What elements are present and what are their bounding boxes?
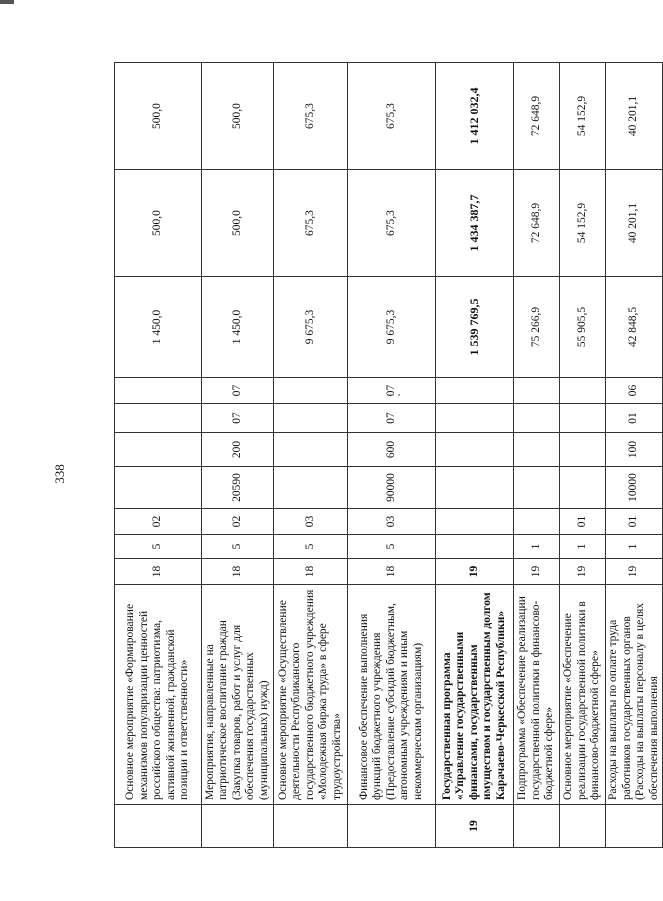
program-code: 18 (115, 559, 202, 585)
budget-table (114, 62, 663, 848)
table-row (436, 63, 514, 848)
subsection-code (560, 378, 606, 404)
budget-table-rotated (114, 63, 660, 848)
subprogram-code: 1 (606, 535, 663, 559)
subsection-code (514, 378, 560, 404)
table-row (514, 63, 560, 848)
row-number (348, 805, 436, 848)
row-description: Подпрограмма «Обеспечение реализации государственной политики в финансово-бюджетной сфере» (514, 585, 560, 805)
row-number: 19 (436, 805, 514, 848)
event-code: 01 (606, 509, 663, 535)
subprogram-code: 5 (274, 535, 348, 559)
amount-year-2: 675,3 (348, 170, 436, 277)
expense-type-code: 600 (348, 433, 436, 467)
section-code: 07 (202, 404, 274, 433)
table-body (115, 63, 663, 848)
expense-type-code: 200 (202, 433, 274, 467)
section-code (115, 404, 202, 433)
amount-year-3: 500,0 (202, 63, 274, 170)
amount-year-1: 9 675,3 (274, 277, 348, 378)
row-number (202, 805, 274, 848)
row-description: Государственная программа «Управление государственными финансами, государственным имуществом и государственным долгом Карачаево-Черкесской Республики» (436, 585, 514, 805)
section-code (560, 404, 606, 433)
direction-code (514, 467, 560, 509)
row-description: Основное мероприятие «Обеспечение реализации государственной политики в финансово-бюджетной сфере» (560, 585, 606, 805)
row-number (514, 805, 560, 848)
row-number (606, 805, 663, 848)
amount-year-3: 40 201,1 (606, 63, 663, 170)
amount-year-2: 54 152,9 (560, 170, 606, 277)
event-code: 01 (560, 509, 606, 535)
expense-type-code (436, 433, 514, 467)
direction-code: 20590 (202, 467, 274, 509)
expense-type-code (514, 433, 560, 467)
program-code: 19 (436, 559, 514, 585)
subprogram-code: 1 (514, 535, 560, 559)
table-row (560, 63, 606, 848)
program-code: 19 (606, 559, 663, 585)
table-row (274, 63, 348, 848)
section-code: 07 (348, 404, 436, 433)
amount-year-2: 72 648,9 (514, 170, 560, 277)
amount-year-1: 9 675,3 (348, 277, 436, 378)
amount-year-3: 72 648,9 (514, 63, 560, 170)
row-number (560, 805, 606, 848)
subsection-code: 06 (606, 378, 663, 404)
amount-year-3: 1 412 032,4 (436, 63, 514, 170)
row-description: Финансовое обеспечение выполнения функций бюджетного учреждения (Предоставление субсидий бюджетным, автономным учреждениям и иным некоммерческим организациям) (348, 585, 436, 805)
amount-year-2: 500,0 (202, 170, 274, 277)
row-description: Расходы на выплаты по оплате труда работников государственных органов (Расходы на выплаты персоналу в целях обеспечения выполнения (606, 585, 663, 805)
table-row (348, 63, 436, 848)
amount-year-3: 500,0 (115, 63, 202, 170)
section-code (436, 404, 514, 433)
program-code: 19 (514, 559, 560, 585)
expense-type-code (115, 433, 202, 467)
page-number: 338 (52, 464, 67, 484)
subsection-code: 07 (348, 378, 436, 404)
direction-code: 10000 (606, 467, 663, 509)
amount-year-2: 675,3 (274, 170, 348, 277)
table-row (202, 63, 274, 848)
amount-year-1: 1 450,0 (202, 277, 274, 378)
row-number (115, 805, 202, 848)
event-code (514, 509, 560, 535)
amount-year-2: 40 201,1 (606, 170, 663, 277)
subsection-code (115, 378, 202, 404)
expense-type-code (560, 433, 606, 467)
table-row (115, 63, 202, 848)
amount-year-1: 1 539 769,5 (436, 277, 514, 378)
amount-year-3: 675,3 (348, 63, 436, 170)
direction-code (274, 467, 348, 509)
subsection-code (436, 378, 514, 404)
subprogram-code: 5 (348, 535, 436, 559)
section-code (514, 404, 560, 433)
amount-year-1: 75 266,9 (514, 277, 560, 378)
event-code: 03 (274, 509, 348, 535)
program-code: 19 (560, 559, 606, 585)
subsection-code (274, 378, 348, 404)
row-number (274, 805, 348, 848)
subprogram-code (436, 535, 514, 559)
event-code: 02 (202, 509, 274, 535)
direction-code (560, 467, 606, 509)
subprogram-code: 5 (202, 535, 274, 559)
amount-year-1: 42 848,5 (606, 277, 663, 378)
subsection-code: 07 (202, 378, 274, 404)
amount-year-3: 675,3 (274, 63, 348, 170)
event-code: 03 (348, 509, 436, 535)
direction-code (115, 467, 202, 509)
table-row (606, 63, 663, 848)
row-description: Мероприятия, направленные на патриотическое воспитание граждан (Закупка товаров, работ и услуг для обеспечения государственных (муниципальных) нужд) (202, 585, 274, 805)
section-code: 01 (606, 404, 663, 433)
amount-year-2: 500,0 (115, 170, 202, 277)
amount-year-3: 54 152,9 (560, 63, 606, 170)
direction-code (436, 467, 514, 509)
event-code (436, 509, 514, 535)
amount-year-1: 55 905,5 (560, 277, 606, 378)
expense-type-code: 100 (606, 433, 663, 467)
event-code: 02 (115, 509, 202, 535)
expense-type-code (274, 433, 348, 467)
section-code (274, 404, 348, 433)
program-code: 18 (348, 559, 436, 585)
direction-code: 90000 (348, 467, 436, 509)
subprogram-code: 1 (560, 535, 606, 559)
amount-year-2: 1 434 387,7 (436, 170, 514, 277)
amount-year-1: 1 450,0 (115, 277, 202, 378)
program-code: 18 (202, 559, 274, 585)
program-code: 18 (274, 559, 348, 585)
row-description: Основное мероприятие «Осуществление деятельности Республиканского государственного бюджетного учреждения «Молодежная биржа труда» в сфере трудоустройства» (274, 585, 348, 805)
scan-corner-mark (0, 0, 14, 4)
row-description: Основное мероприятие «Формирование механизмов популяризации ценностей российского общества: патриотизма, активной жизненной, гражданской позиции и ответственности» (115, 585, 202, 805)
subprogram-code: 5 (115, 535, 202, 559)
